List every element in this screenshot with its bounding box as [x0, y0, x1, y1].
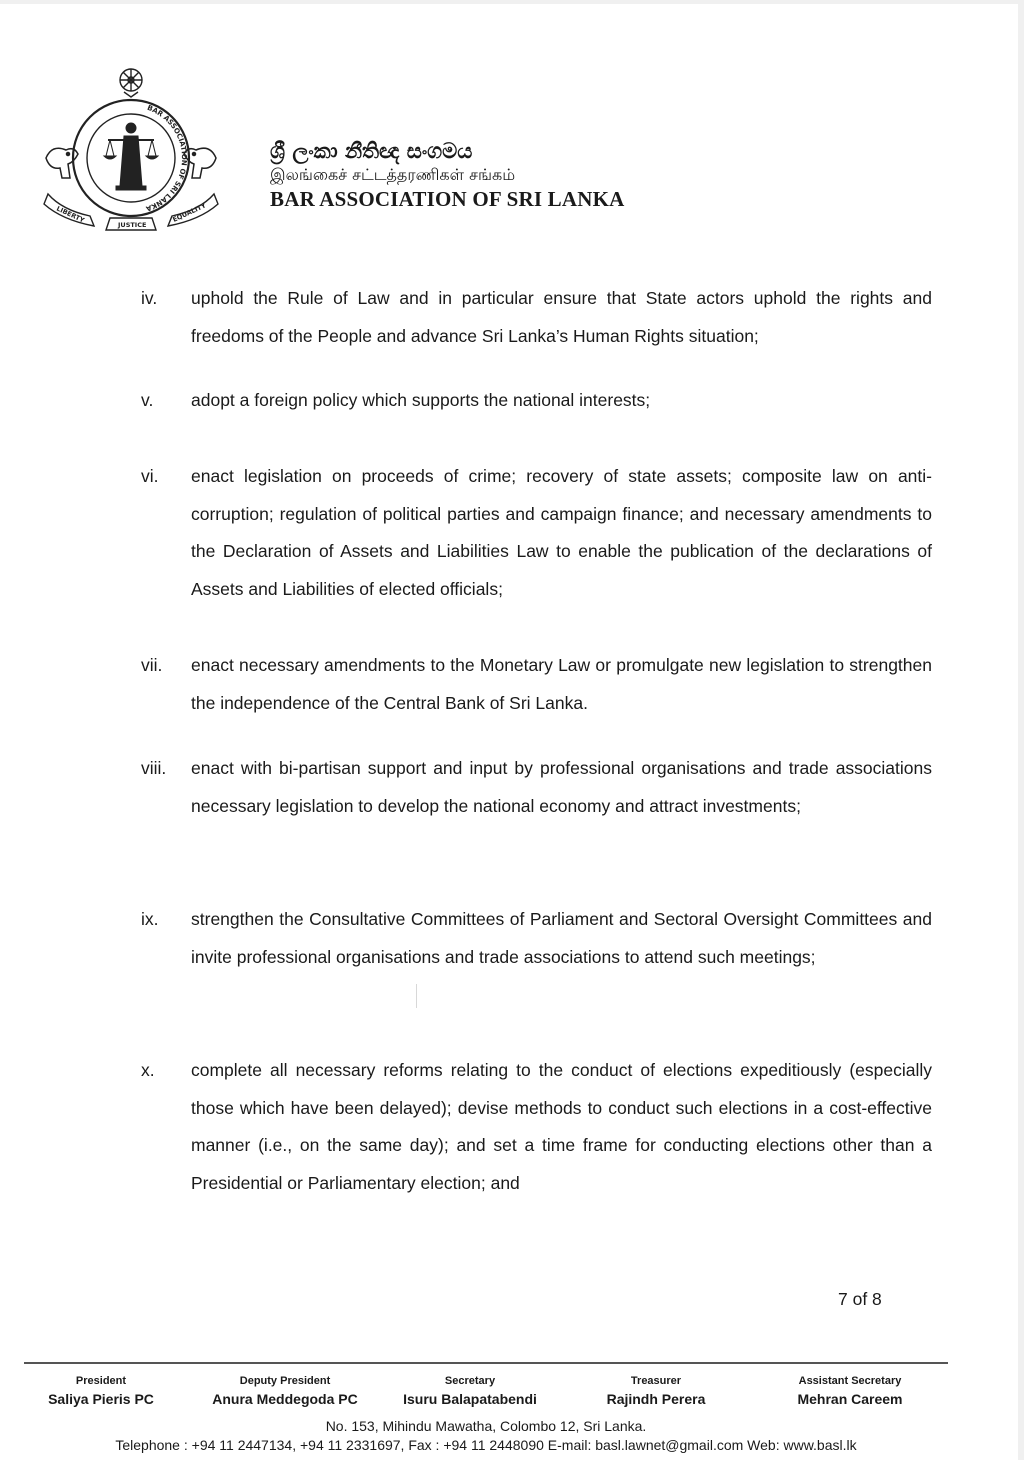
- document-page: [0, 4, 1018, 1460]
- organization-name-english: BAR ASSOCIATION OF SRI LANKA: [270, 187, 625, 211]
- organization-name-tamil: இலங்கைச் சட்டத்தரணிகள் சங்கம்: [270, 165, 516, 184]
- list-numeral: x.: [141, 1060, 155, 1080]
- officer-secretary: [375, 1374, 565, 1409]
- page-number: 7 of 8: [838, 1289, 882, 1309]
- footer-officers: [0, 1374, 1018, 1414]
- footer-address: No. 153, Mihindu Mawatha, Colombo 12, Sri Lanka.: [325, 1418, 647, 1434]
- list-numeral: v.: [141, 390, 154, 410]
- officer-role: Assistant Secretary: [798, 1375, 902, 1387]
- footer-contact-info: Telephone : +94 11 2447134, +94 11 2331697, Fax : +94 11 2448090 E-mail: basl.lawnet@gmail.com Web: www.basl.lk: [115, 1437, 857, 1453]
- organization-name-block: [270, 138, 625, 212]
- svg-text:EQUALITY: EQUALITY: [171, 201, 208, 224]
- footer-divider: [24, 1362, 948, 1364]
- officer-role: Deputy President: [239, 1375, 331, 1387]
- officer-treasurer: [561, 1374, 751, 1409]
- officer-name: Isuru Balapatabendi: [403, 1391, 537, 1407]
- svg-text:LIBERTY: LIBERTY: [55, 204, 86, 225]
- dharma-wheel-icon: [120, 69, 142, 91]
- officer-name: Rajindh Perera: [606, 1391, 706, 1407]
- list-numeral: vi.: [141, 466, 159, 486]
- officer-name: Saliya Pieris PC: [48, 1391, 154, 1407]
- officer-role: Secretary: [444, 1375, 496, 1387]
- list-numeral: ix.: [141, 909, 159, 929]
- officer-assistant-secretary: [755, 1374, 945, 1409]
- list-item-text: strengthen the Consultative Committees of Parliament and Sectoral Oversight Committees and invite professional organisations and trade associations to attend such meetings;: [191, 909, 932, 967]
- officer-role: Treasurer: [630, 1375, 682, 1387]
- officer-name: Mehran Careem: [797, 1391, 903, 1407]
- list-item-text: uphold the Rule of Law and in particular ensure that State actors uphold the rights and freedoms of the People and advance Sri Lanka’s Human Rights situation;: [191, 288, 932, 346]
- list-item-text: enact necessary amendments to the Monetary Law or promulgate new legislation to strengthen the independence of the Central Bank of Sri Lanka.: [191, 655, 932, 713]
- officer-president: [6, 1374, 196, 1409]
- organization-name-sinhala: ශ්‍රී ලංකා නීතිඥ සංගමය: [270, 139, 473, 163]
- list-numeral: viii.: [141, 758, 167, 778]
- officer-deputy-president: [190, 1374, 380, 1409]
- list-numeral: iv.: [141, 288, 158, 308]
- list-item-text: complete all necessary reforms relating to the conduct of elections expeditiously (especially those which have been delayed); devise methods to conduct such elections in a cost-effective manner (i.e., on the same day); and set a time frame for conducting elections other than a Presidential or Parliamentary election; and: [191, 1060, 932, 1193]
- scan-artifact-line: [416, 984, 417, 1008]
- officer-role: President: [75, 1375, 127, 1387]
- list-item-text: enact with bi-partisan support and input by professional organisations and trade associations necessary legislation to develop the national economy and attract investments;: [191, 758, 932, 816]
- list-item-text: adopt a foreign policy which supports the national interests;: [191, 390, 651, 410]
- list-item-text: enact legislation on proceeds of crime; recovery of state assets; composite law on anti-corruption; regulation of political parties and campaign finance; and necessary amendments to the Declaration of Assets and Liabilities Law to enable the publication of the declarations of Assets and Liabilities of elected officials;: [191, 466, 932, 599]
- lady-justice-icon: [104, 123, 158, 190]
- svg-text:JUSTICE: JUSTICE: [118, 221, 147, 229]
- officer-name: Anura Meddegoda PC: [212, 1391, 358, 1407]
- bar-association-emblem-logo: [38, 66, 224, 236]
- svg-text:BAR ASSOCIATION OF SRI LANKA: BAR ASSOCIATION OF SRI LANKA: [144, 103, 189, 213]
- list-numeral: vii.: [141, 655, 163, 675]
